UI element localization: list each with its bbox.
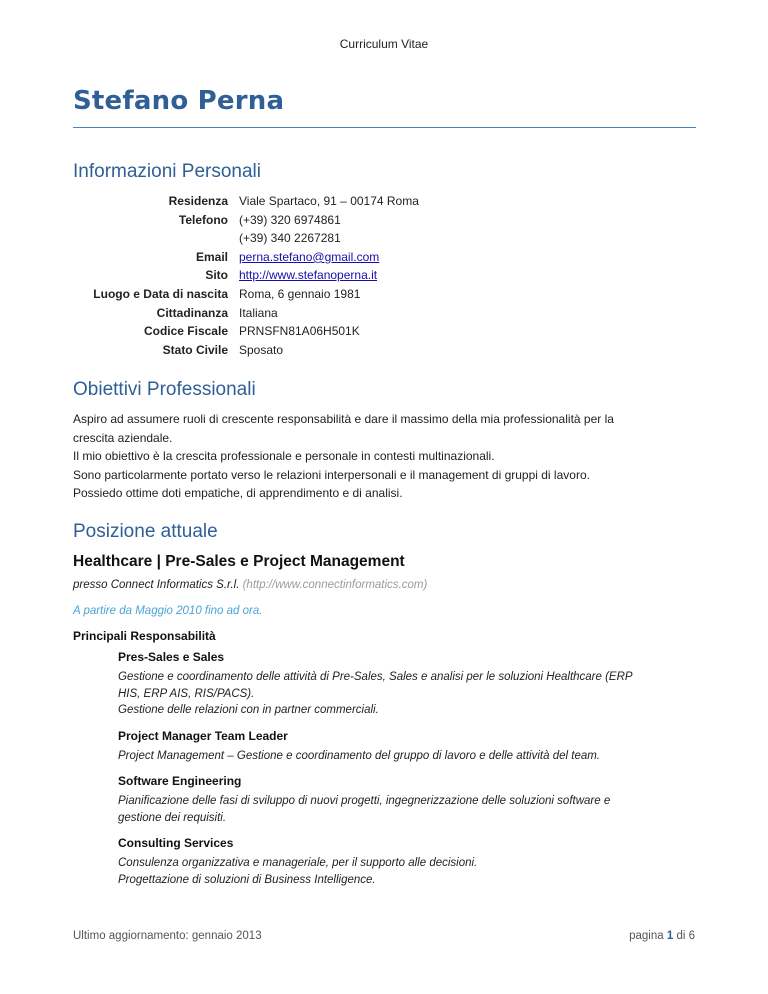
responsibility-item: [118, 727, 698, 765]
info-row-telefono-2: [73, 229, 533, 248]
info-row-codice-fiscale: [73, 322, 533, 341]
company-url: (http://www.connectinformatics.com): [242, 579, 428, 591]
responsibilities-list: [118, 648, 698, 896]
responsibility-line: Project Management – Gestione e coordinamento del gruppo di lavoro e delle attività del team.: [118, 749, 601, 762]
info-value: (+39) 340 2267281: [239, 231, 341, 246]
info-value: Sposato: [239, 342, 284, 357]
responsibility-title: Project Manager Team Leader: [118, 728, 288, 743]
job-title: Healthcare | Pre-Sales e Project Management: [73, 553, 405, 570]
page-prefix: pagina: [629, 930, 664, 942]
info-row-residenza: [73, 192, 533, 211]
section-heading-objectives: Obiettivi Professionali: [73, 379, 256, 400]
info-row-telefono: [73, 211, 533, 230]
info-label: Stato Civile: [162, 342, 228, 357]
responsibility-title: Software Engineering: [118, 774, 242, 788]
responsibility-title: Consulting Services: [118, 836, 234, 850]
info-value: [239, 266, 377, 285]
personal-info-table: [73, 192, 533, 359]
objectives-line: Sono particolarmente portato verso le relazioni interpersonali e il management di gruppi di lavoro.: [73, 467, 590, 482]
section-heading-personal: Informazioni Personali: [73, 161, 261, 182]
info-label: Residenza: [168, 194, 228, 208]
info-label: Sito: [205, 268, 228, 283]
responsibility-title: Pres-Sales e Sales: [118, 650, 225, 664]
responsibilities-heading: Principali Responsabilità: [73, 629, 216, 643]
email-link[interactable]: perna.stefano@gmail.com: [239, 249, 380, 264]
objectives-line: crescita aziendale.: [73, 430, 173, 445]
info-label: Codice Fiscale: [143, 324, 228, 339]
employment-period: A partire da Maggio 2010 fino ad ora.: [73, 605, 263, 617]
section-heading-current-position: Posizione attuale: [73, 521, 218, 542]
objectives-line: Il mio obiettivo è la crescita professionale e personale in contesti multinazionali.: [73, 449, 495, 463]
title-divider: [73, 127, 696, 128]
cv-name-title: Stefano Perna: [73, 86, 285, 116]
info-label: Telefono: [178, 212, 228, 227]
page-separator: di: [676, 930, 686, 942]
company-line: [73, 579, 427, 591]
info-label: Cittadinanza: [156, 305, 228, 320]
info-row-email: [73, 248, 533, 267]
objectives-text: [73, 410, 703, 503]
info-value: (+39) 320 6974861: [239, 212, 341, 227]
responsibility-item: [118, 834, 698, 888]
page-header: Curriculum Vitae: [339, 37, 429, 51]
responsibility-line: Gestione delle relazioni con in partner commerciali.: [118, 704, 379, 716]
responsibility-item: [118, 772, 698, 826]
objectives-line: Possiedo ottime doti empatiche, di apprendimento e di analisi.: [73, 486, 403, 500]
info-value: Italiana: [239, 305, 278, 320]
responsibility-item: [118, 648, 698, 719]
responsibility-line: Pianificazione delle fasi di sviluppo di nuovi progetti, ingegnerizzazione delle soluzioni software e: [118, 795, 611, 807]
info-row-stato-civile: [73, 341, 533, 360]
info-value: Viale Spartaco, 91 – 00174 Roma: [239, 194, 419, 208]
info-value: [239, 248, 379, 267]
info-label: Email: [195, 249, 228, 264]
page-current: 1: [666, 930, 674, 942]
footer-last-updated: Ultimo aggiornamento: gennaio 2013: [73, 930, 262, 942]
info-row-sito: [73, 266, 533, 285]
website-link[interactable]: http://www.stefanoperna.it: [239, 268, 378, 283]
responsibility-line: Progettazione di soluzioni di Business Intelligence.: [118, 873, 376, 886]
footer-page-number: [629, 930, 695, 942]
info-label: [73, 229, 239, 248]
responsibility-line: Consulenza organizzativa e manageriale, per il supporto alle decisioni.: [118, 857, 478, 869]
objectives-line: Aspiro ad assumere ruoli di crescente responsabilità e dare il massimo della mia professionalità per la: [73, 412, 614, 426]
responsibility-line: HIS, ERP AIS, RIS/PACS).: [118, 687, 255, 700]
responsibility-line: gestione dei requisiti.: [118, 811, 227, 824]
info-value: Roma, 6 gennaio 1981: [239, 286, 361, 301]
info-row-nascita: [73, 285, 533, 304]
info-row-cittadinanza: [73, 304, 533, 323]
page-total: 6: [688, 930, 695, 942]
info-label: Luogo e Data di nascita: [93, 286, 228, 301]
company-name: presso Connect Informatics S.r.l.: [73, 579, 240, 591]
responsibility-line: Gestione e coordinamento delle attività di Pre-Sales, Sales e analisi per le soluzioni Healthcare (ERP: [118, 671, 633, 683]
info-value: PRNSFN81A06H501K: [239, 324, 360, 339]
